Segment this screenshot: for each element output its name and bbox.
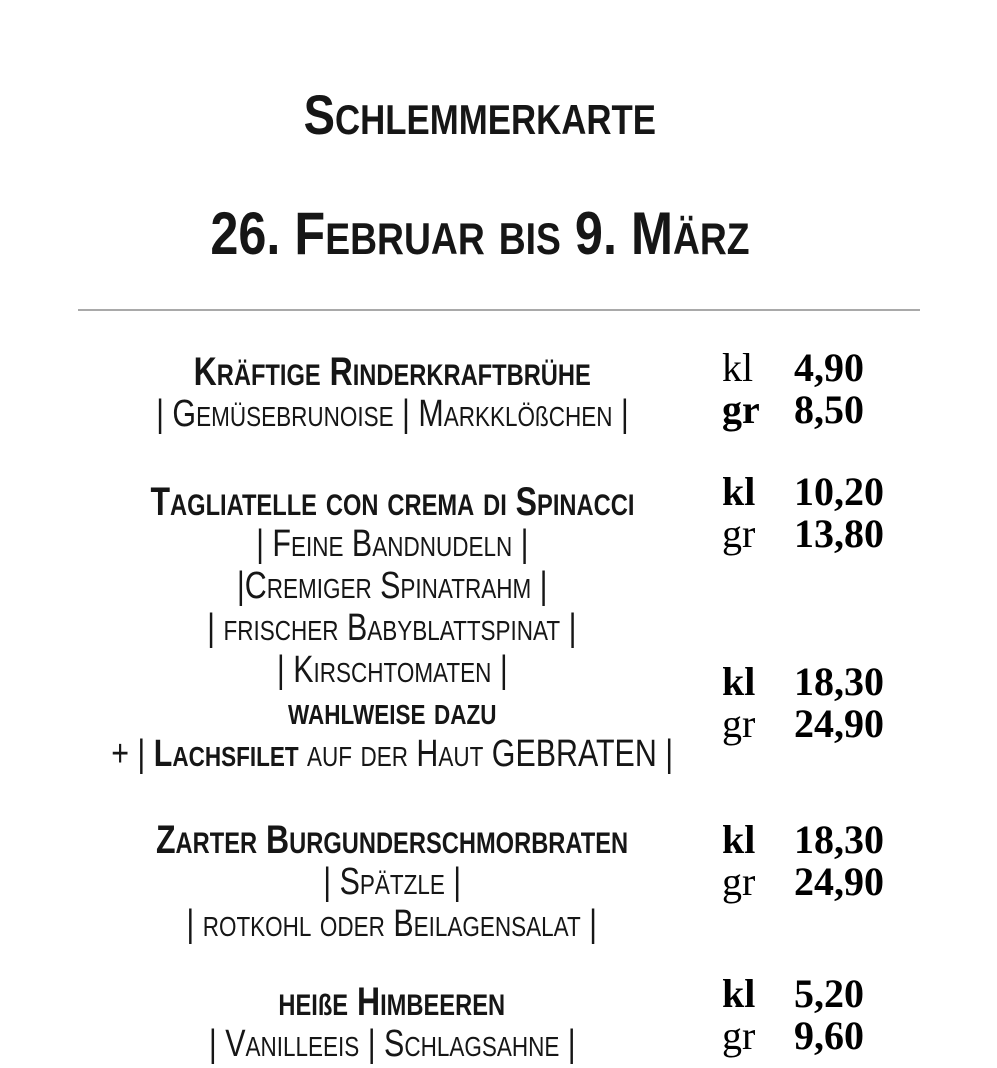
item-detail: | FEINE BANDNUDELN | — [255, 523, 529, 565]
item-text-column — [0, 819, 784, 945]
item-text-column — [0, 481, 784, 775]
item-name-row — [0, 351, 784, 393]
menu-item-heisse-himbeeren — [0, 971, 997, 1065]
price-row-small — [722, 661, 884, 703]
price-unit-large: gr — [722, 511, 756, 556]
item-detail-row — [0, 649, 784, 691]
price-unit-small: kl — [722, 971, 756, 1016]
option-main-dish: LACHSFILET — [153, 733, 299, 775]
price-group — [722, 973, 864, 1057]
price-value-small: 10,20 — [794, 469, 884, 514]
item-name: ZARTER BURGUNDERSCHMORBRATEN — [155, 818, 629, 862]
price-row-small — [722, 819, 884, 861]
menu-content — [0, 345, 997, 1065]
item-detail-row — [0, 1023, 784, 1065]
price-row-large — [722, 861, 884, 903]
price-unit-small: kl — [722, 817, 756, 862]
item-name-row — [0, 819, 784, 861]
menu-item-rinderkraftbruehe — [0, 345, 997, 435]
menu-item-burgunderschmorbraten — [0, 819, 997, 945]
item-detail-row — [0, 523, 784, 565]
price-row-large — [722, 513, 884, 555]
item-detail-row — [0, 393, 784, 435]
option-prefix: + | — [111, 733, 154, 775]
price-value-small: 18,30 — [794, 817, 884, 862]
price-unit-large: gr — [722, 859, 756, 904]
price-row-large — [722, 703, 884, 745]
price-group — [722, 819, 884, 903]
menu-header — [0, 0, 960, 281]
option-line-row — [0, 733, 784, 775]
price-group-base — [722, 471, 884, 555]
item-detail-row — [0, 861, 784, 903]
menu-title-row — [0, 83, 960, 159]
item-detail-row — [0, 607, 784, 649]
item-detail: | VANILLEEIS | SCHLAGSAHNE | — [208, 1023, 576, 1065]
price-unit-small: kl — [722, 659, 756, 704]
price-value-large: 13,80 — [794, 511, 884, 556]
item-detail: | GEMÜSEBRUNOISE | MARKKLÖßCHEN | — [155, 393, 629, 435]
price-value-small: 4,90 — [794, 345, 864, 390]
item-name: HEIßE HIMBEEREN — [278, 980, 506, 1024]
date-range: 26. FEBRUAR BIS 9. MÄRZ — [210, 200, 750, 267]
price-unit-small: kl — [722, 469, 756, 514]
item-text-column — [0, 351, 784, 435]
option-suffix: AUF DER HAUT GEBRATEN | — [306, 733, 673, 775]
price-row-small — [722, 973, 864, 1015]
item-text-column — [0, 981, 784, 1065]
item-detail-row — [0, 903, 784, 945]
price-value-large: 24,90 — [794, 859, 884, 904]
item-detail: | ROTKOHL ODER BEILAGENSALAT | — [186, 903, 598, 945]
price-unit-large: gr — [722, 1013, 756, 1058]
price-value-large: 24,90 — [794, 701, 884, 746]
divider-line — [78, 309, 920, 311]
item-detail: |CREMIGER SPINATRAHM | — [236, 565, 548, 607]
menu-item-tagliatelle — [0, 469, 997, 775]
price-row-small — [722, 347, 864, 389]
item-detail: | FRISCHER BABYBLATTSPINAT | — [207, 607, 577, 649]
item-detail: | SPÄTZLE | — [323, 861, 461, 903]
option-line — [111, 733, 673, 778]
price-row-small — [722, 471, 884, 513]
price-value-large: 9,60 — [794, 1013, 864, 1058]
price-value-small: 18,30 — [794, 659, 884, 704]
item-name-row — [0, 481, 784, 523]
item-name-row — [0, 981, 784, 1023]
menu-title: SCHLEMMERKARTE — [303, 83, 657, 146]
price-unit-large: gr — [722, 701, 756, 746]
price-row-large — [722, 1015, 864, 1057]
date-range-row — [0, 200, 960, 281]
option-heading: WAHLWEISE DAZU — [287, 699, 497, 730]
item-detail: | KIRSCHTOMATEN | — [276, 649, 508, 691]
item-name: KRÄFTIGE RINDERKRAFTBRÜHE — [193, 350, 591, 394]
price-value-small: 5,20 — [794, 971, 864, 1016]
price-unit-large: gr — [722, 387, 760, 432]
price-value-large: 8,50 — [794, 387, 864, 432]
item-name: TAGLIATELLE CON CREMA DI SPINACCI — [150, 480, 634, 524]
price-group — [722, 347, 864, 431]
item-detail-row — [0, 565, 784, 607]
price-group-with-option — [722, 661, 884, 745]
price-unit-small: kl — [722, 345, 754, 390]
option-heading-row — [0, 691, 784, 733]
price-row-large — [722, 389, 864, 431]
